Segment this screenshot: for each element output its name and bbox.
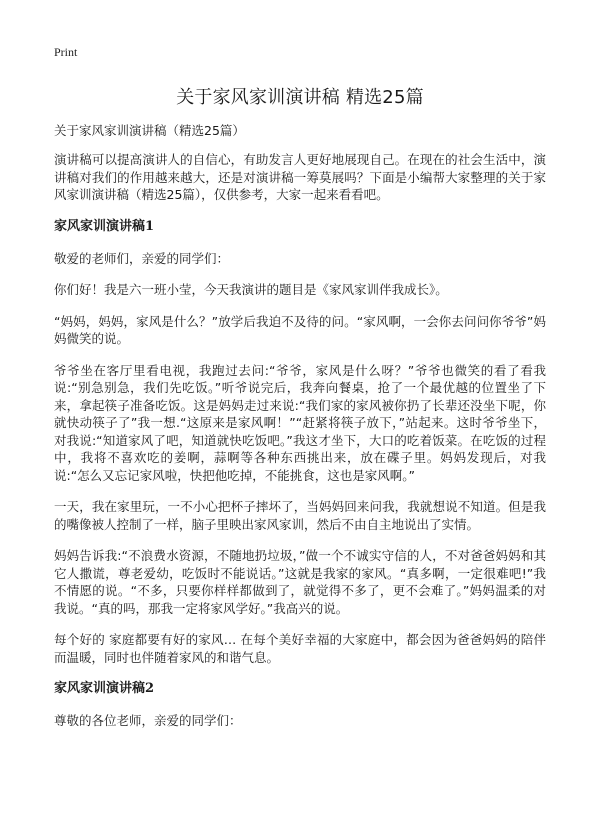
- paragraph: 你们好！我是六一班小莹，今天我演讲的题目是《家风家训伴我成长》。: [54, 282, 448, 297]
- document-title: 关于家风家训演讲稿 精选25篇: [176, 87, 424, 108]
- intro-paragraph: 演讲稿可以提高演讲人的自信心，有助发言人更好地展现自己。在现在的社会生活中，演讲稿对我们的作用越来越大，还是对演讲稿一筹莫展吗？下面是小编帮大家整理的关于家风家训演讲稿（精选25篇），仅供参考，大家一起来看看吧。: [54, 152, 546, 202]
- print-link[interactable]: Print: [54, 45, 78, 59]
- section-heading: 家风家训演讲稿2: [54, 681, 155, 696]
- paragraph: 妈妈告诉我:“不浪费水资源，不随地扔垃圾，”做一个不诚实守信的人，不对爸爸妈妈和其它人撒谎，尊老爱幼，吃饭时不能说话。”这就是我家的家风。“真多啊，一定很难吧!”我不情愿的说。“不多，只要你样样都做到了，就觉得不多了，更不会难了。”妈妈温柔的对我说。“真的吗，那我一定将家风学好。”我高兴的说。: [54, 548, 546, 616]
- section-1: [54, 218, 546, 667]
- document-subtitle: 关于家风家训演讲稿（精选25篇）: [54, 123, 245, 138]
- paragraph: 每个好的 家庭都要有好的家风… 在每个美好幸福的大家庭中，都会因为爸爸妈妈的陪伴而温暖，同时也伴随着家风的和谐气息。: [54, 632, 546, 665]
- paragraph: 一天，我在家里玩，一不小心把杯子摔坏了，当妈妈回来问我，我就想说不知道。但是我的嘴像被人控制了一样，脑子里映出家风家训，然后不由自主地说出了实情。: [54, 499, 546, 532]
- paragraph: 爷爷坐在客厅里看电视，我跑过去问:“爷爷，家风是什么呀？”爷爷也微笑的看了看我说:“别急别急，我们先吃饭。”听爷说完后，我奔向餐桌，抢了一个最优越的位置坐了下来，拿起筷子准备吃饭。这是妈妈走过来说:“我们家的家风被你扔了长辈还没坐下呢，你就快动筷子了”我一想.“这原来是家风啊！”“赶紧将筷子放下，”站起来。这时爷爷坐下，对我说:“知道家风了吧，知道就快吃饭吧。”我这才坐下，大口的吃着饭菜。在吃饭的过程中，我将不喜欢吃的姜啊，蒜啊等各种东西挑出来，放在碟子里。妈妈发现后，对我说:“怎么又忘记家风啦，快把他吃掉，不能挑食，这也是家风啊。”: [54, 362, 546, 483]
- section-2: [54, 680, 546, 730]
- paragraph: 尊敬的各位老师，亲爱的同学们：: [54, 713, 242, 728]
- paragraph: “妈妈，妈妈，家风是什么？”放学后我迫不及待的问。“家风啊，一会你去问问你爷爷”妈妈微笑的说。: [54, 313, 546, 346]
- paragraph: 敬爱的老师们，亲爱的同学们：: [54, 250, 230, 266]
- section-heading: 家风家训演讲稿1: [54, 218, 155, 234]
